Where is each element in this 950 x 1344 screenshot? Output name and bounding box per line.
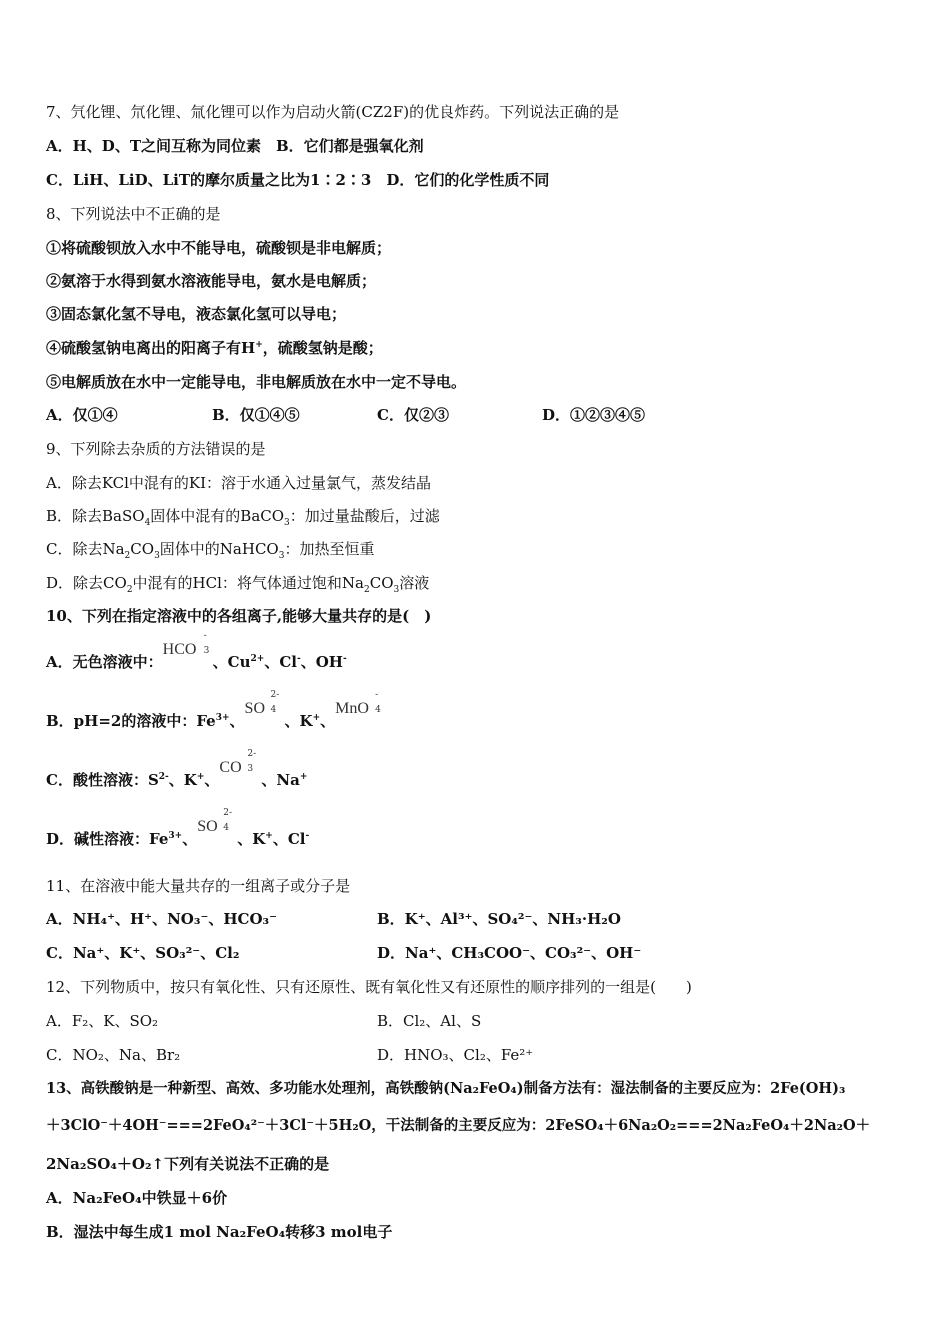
q13-option-b: B．湿法中每生成1 mol Na₂FeO₄转移3 mol电子 <box>46 1223 393 1241</box>
q13-option-a: A．Na₂FeO₄中铁显＋6价 <box>46 1189 228 1207</box>
q10-b-ion-formula-2: MnO 4 - <box>335 690 381 717</box>
q10-option-c: C．酸性溶液：$S^{2-}$、K+、 CO 3 2- 、Na+ <box>46 749 308 789</box>
q9-option-d: D．除去$CO_2$中混有的HCl：将气体通过饱和$Na_2CO_3$溶液 <box>46 574 430 595</box>
q8-option-d: D．①②③④⑤ <box>542 406 646 424</box>
q7-options-ab: A．H、D、T之间互称为同位素 B．它们都是强氧化剂 <box>46 137 424 155</box>
q12-option-a: A．F₂、K、SO₂ <box>46 1012 159 1030</box>
q12-option-d: D．HNO₃、Cl₂、Fe²⁺ <box>377 1046 534 1064</box>
q10-c-ion-formula: CO 3 2- <box>219 749 257 776</box>
q9-option-a: A．除去KCl中混有的KI：溶于水通入过量氯气，蒸发结晶 <box>46 474 432 492</box>
q13-stem-line-2: ＋3ClO⁻＋4OH⁻===2FeO₄²⁻＋3Cl⁻＋5H₂O，干法制备的主要反应为：2FeSO₄＋6Na₂O₂===2Na₂FeO₄＋2Na₂O＋ <box>46 1117 871 1134</box>
q12-option-c: C．NO₂、Na、Br₂ <box>46 1046 181 1064</box>
q8-statement-2: ②氨溶于水得到氨水溶液能导电，氨水是电解质； <box>46 272 377 290</box>
q8-statement-4: ④硫酸氢钠电离出的阳离子有H+，硫酸氢钠是酸； <box>46 339 383 357</box>
q13-stem-line-3: 2Na₂SO₄＋O₂↑下列有关说法不正确的是 <box>46 1155 330 1173</box>
q9-option-b: B．除去BaSO$_4$固体中混有的BaCO$_3$：加过量盐酸后，过滤 <box>46 507 440 528</box>
q8-option-a: A．仅①④ <box>46 406 118 424</box>
q10-option-a: A．无色溶液中： HCO 3 - 、$Cu^{2+}$、Cl-、OH- <box>46 631 347 671</box>
q11-option-d: D．Na⁺、CH₃COO⁻、CO₃²⁻、OH⁻ <box>377 944 642 962</box>
q11-option-a: A．NH₄⁺、H⁺、NO₃⁻、HCO₃⁻ <box>46 910 278 928</box>
q9-stem: 9、下列除去杂质的方法错误的是 <box>46 440 266 458</box>
q8-option-c: C．仅②③ <box>377 406 449 424</box>
q8-statement-3: ③固态氯化氢不导电，液态氯化氢可以导电； <box>46 305 347 323</box>
q10-a-ion-formula: HCO 3 - <box>162 631 210 658</box>
q10-stem: 10、下列在指定溶液中的各组离子,能够大量共存的是( ) <box>46 607 432 625</box>
q9-option-c: C．除去$Na_2CO_3$固体中的NaHCO$_3$：加热至恒重 <box>46 540 375 561</box>
q8-stem: 8、下列说法中不正确的是 <box>46 205 221 223</box>
q8-statement-1: ①将硫酸钡放入水中不能导电，硫酸钡是非电解质； <box>46 239 392 257</box>
q11-stem: 11、在溶液中能大量共存的一组离子或分子是 <box>46 877 351 895</box>
q7-options-cd: C．LiH、LiD、LiT的摩尔质量之比为1∶2∶3 D．它们的化学性质不同 <box>46 171 550 189</box>
q13-stem-line-1: 13、高铁酸钠是一种新型、高效、多功能水处理剂，高铁酸钠(Na₂FeO₄)制备方法有：湿法制备的主要反应为：2Fe(OH)₃ <box>46 1080 846 1097</box>
q7-stem: 7、氕化锂、氘化锂、氚化锂可以作为启动火箭(CZ2F)的优良炸药。下列说法正确的是 <box>46 103 620 121</box>
q11-option-c: C．Na⁺、K⁺、SO₃²⁻、Cl₂ <box>46 944 240 962</box>
q12-option-b: B．Cl₂、Al、S <box>377 1012 482 1030</box>
q8-statement-5: ⑤电解质放在水中一定能导电，非电解质放在水中一定不导电。 <box>46 373 467 391</box>
q8-option-b: B．仅①④⑤ <box>212 406 300 424</box>
q10-option-d: D．碱性溶液：$Fe^{3+}$、 SO 4 2- 、K+、Cl- <box>46 808 310 848</box>
q12-stem: 12、下列物质中，按只有氧化性、只有还原性、既有氧化性又有还原性的顺序排列的一组是( ) <box>46 978 692 996</box>
q10-b-ion-formula-1: SO 4 2- <box>244 690 280 717</box>
q11-option-b: B．K⁺、Al³⁺、SO₄²⁻、NH₃·H₂O <box>377 910 621 928</box>
q10-option-b: B．pH=2的溶液中：$Fe^{3+}$、 SO 4 2- 、K+、 MnO 4 - <box>46 711 385 731</box>
q10-d-ion-formula: SO 4 2- <box>197 808 232 835</box>
